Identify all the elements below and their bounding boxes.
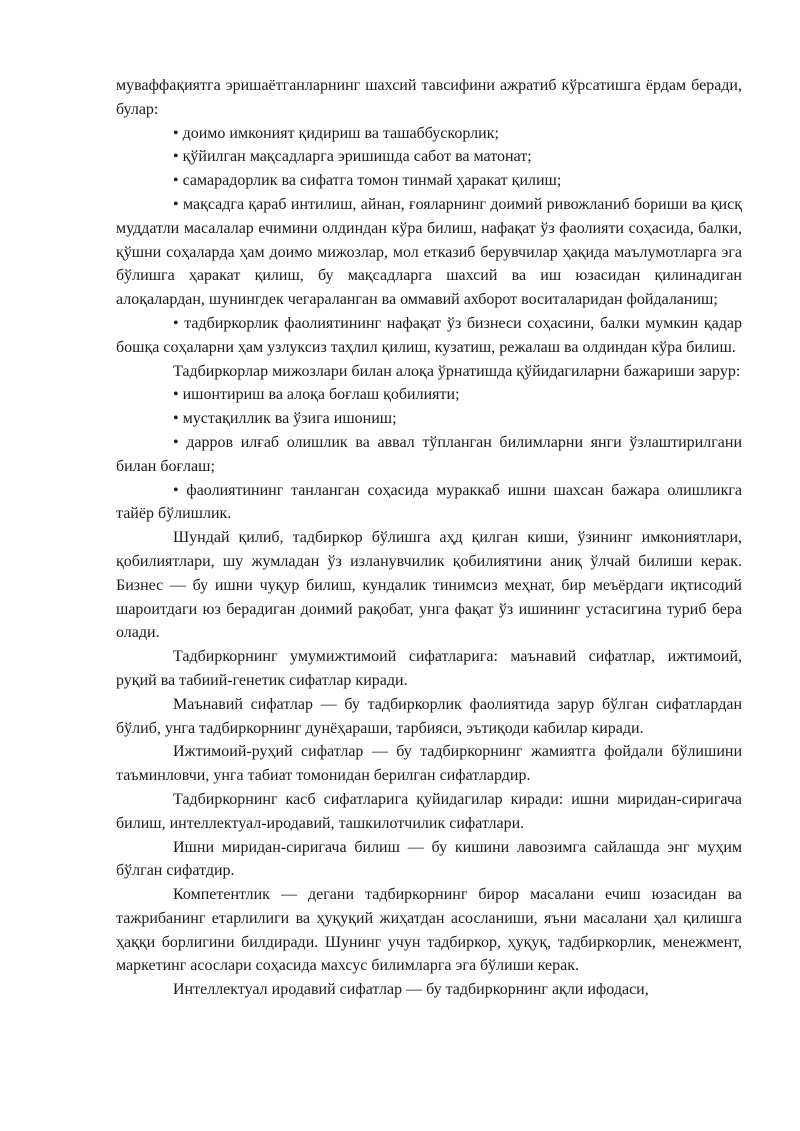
bullet-item: • мустақиллик ва ўзига ишониш; [173,410,397,428]
paragraph: Шундай қилиб, тадбиркор бўлишга аҳд қилган киши, ўзининг имкониятлари, қобилиятлари, шу жумладан ўз изланувчилик қобилиятини аниқ ўлчай билиши керак. Бизнес — бу ишни чуқур билиш, кундалик тинимсиз меҳнат, бир меъёрдаги иқтисодий шароитдаги юз берадиган доимий рақобат, унга фақат ўз ишининг устасигина туриб бера олади. [116,529,742,642]
bullet-item: • қўйилган мақсадларга эришишда сабот ва матонат; [173,148,532,166]
paragraph: муваффақиятга эришаётганларнинг шахсий тавсифини ажратиб кўрсатишга ёрдам беради, булар: [116,77,742,118]
paragraph: Тадбиркорнинг умумижтимоий сифатларига: маънавий сифатлар, ижтимоий, руқий ва табиий-генетик сифатлар киради. [116,648,742,689]
paragraph: Компетентлик — дегани тадбиркорнинг бирор масалани ечиш юзасидан ва тажрибанинг етарлилиги ва ҳуқуқий жиҳатдан асосланиши, яъни масалани ҳал қилишга ҳаққи борлигини билдиради. Шунинг учун тадбиркор, ҳуқуқ, тадбиркорлик, менежмент, маркетинг асослари соҳасида махсус билимларга эга бўлиши керак. [116,886,742,975]
bullet-item: • дарров илғаб олишлик ва аввал тўпланган билимларни янги ўзлаштирилгани билан боғлаш; [116,433,742,475]
paragraph: Тадбиркорнинг касб сифатларига қуйидагилар киради: ишни миридан-сиригача билиш, интеллектуал-иродавий, ташкилотчилик сифатлари. [116,790,742,832]
bullet-item: • самарадорлик ва сифатга томон тинмай ҳаракат қилиш; [173,172,562,190]
paragraph: Интеллектуал иродавий сифатлар — бу тадбиркорнинг ақли ифодаси, [173,981,649,999]
bullet-item: • ишонтириш ва алоқа боғлаш қобилияти; [173,386,460,404]
bullet-item: • тадбиркорлик фаолиятининг нафақат ўз бизнеси соҳасини, балки мумкин қадар бошқа соҳаларни ҳам узлуксиз таҳлил қилиш, кузатиш, режалаш ва олдиндан кўра билиш. [116,314,742,356]
paragraph: Ижтимоий-руҳий сифатлар — бу тадбиркорнинг жамиятга фойдали бўлишини таъминловчи, унга табиат томонидан берилган сифатлардир. [116,743,742,785]
bullet-item: • доимо имконият қидириш ва ташаббускорлик; [173,124,499,142]
bullet-item: • мақсадга қараб интилиш, айнан, ғояларнинг доимий ривожланиб бориши ва қисқ муддатли масалалар ечимини олдиндан кўра билиш, нафақат ўз фаолияти соҳасида, балки, қўшни соҳаларда ҳам доимо мижозлар, мол етказиб берувчилар ҳақида маълумотларга эга бўлишга ҳаракат қилиш, бу мақсадларга шахсий ва иш юзасидан қилинадиган алоқалардан, шунингдек чегараланган ва оммавий ахборот воситаларидан фойдаланиш; [116,195,742,309]
bullet-item: • фаолиятининг танланган соҳасида мураккаб ишни шахсан бажара олишликга тайёр бўлишлик. [116,481,742,523]
paragraph: Ишни миридан-сиригача билиш — бу кишини лавозимга сайлашда энг муҳим бўлган сифатдир. [116,838,742,880]
document-page [116,74,742,1002]
paragraph: Тадбиркорлар мижозлари билан алоқа ўрнатишда қўйидагиларни бажариши зарур: [173,362,741,380]
paragraph: Маънавий сифатлар — бу тадбиркорлик фаолиятида зарур бўлган сифатлардан бўлиб, унга тадбиркорнинг дунёҳараши, тарбияси, эътиқоди кабилар киради. [116,695,742,737]
